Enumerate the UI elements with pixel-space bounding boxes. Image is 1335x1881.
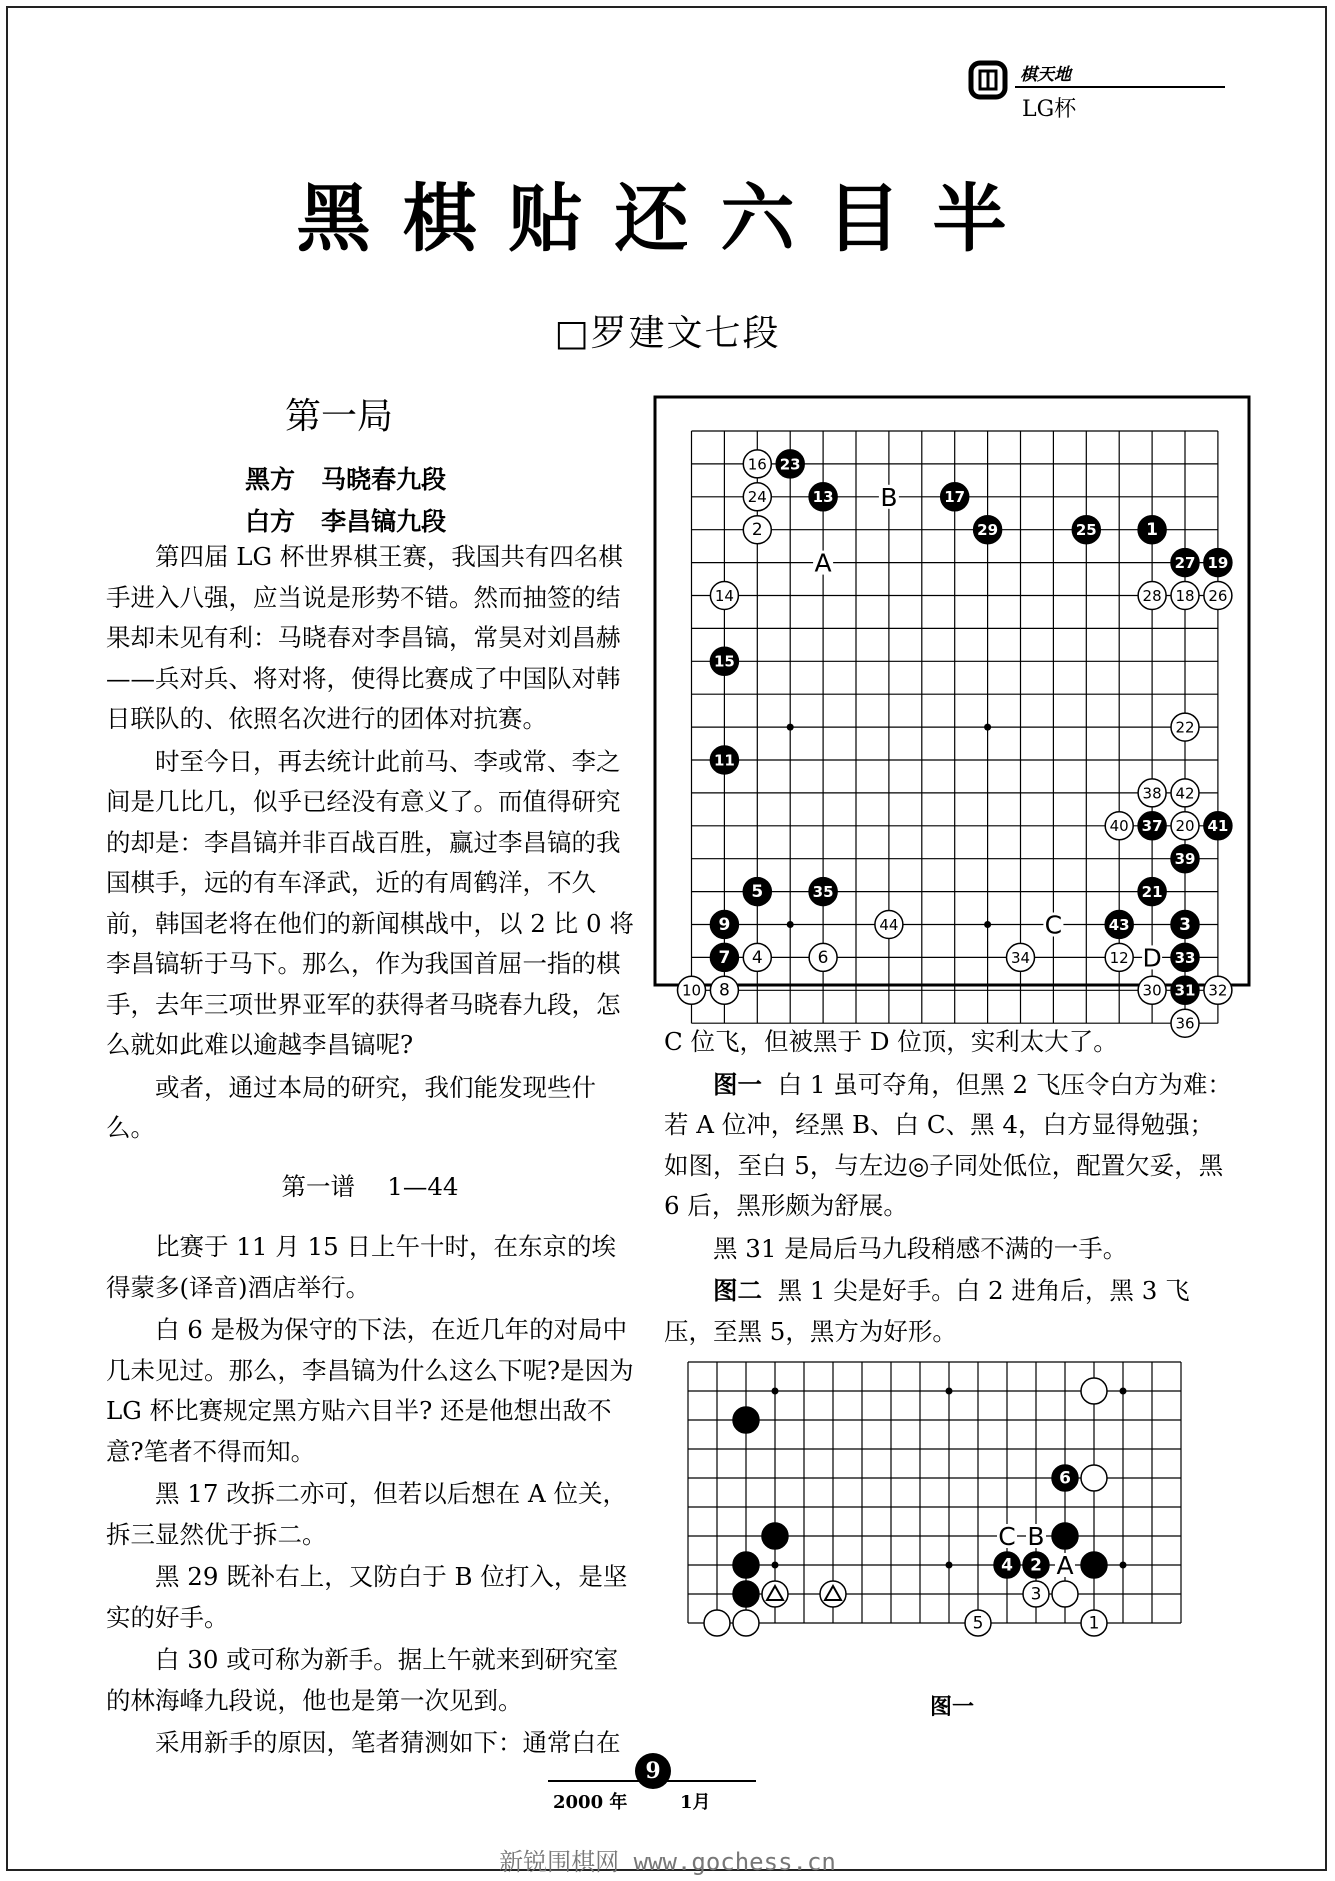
black-stone: [1052, 1523, 1078, 1549]
figure-caption: 图一: [930, 1694, 975, 1720]
move-number: 43: [1108, 915, 1130, 934]
paragraph: C 位飞，但被黑于 D 位顶，实利太大了。: [664, 1027, 1118, 1056]
move-number: 13: [812, 488, 834, 507]
paragraph: 采用新手的原因，笔者猜测如下：通常白在: [155, 1728, 621, 1757]
record-heading: 第一谱 1—44: [281, 1171, 459, 1201]
footer-month: 1月: [680, 1792, 711, 1813]
figure-text: 黑 1 尖是好手。白 2 进角后，黑 3 飞压，至黑 5，黑方为好形。: [664, 1276, 1190, 1346]
move-number: 3: [1179, 914, 1191, 935]
move-number: 24: [747, 488, 767, 507]
board-letter: A: [814, 548, 832, 578]
move-number: 21: [1141, 883, 1163, 901]
star-point: [984, 921, 991, 928]
move-number: 5: [751, 882, 764, 902]
move-number: 8: [718, 980, 730, 1001]
board-letter: B: [1027, 1522, 1045, 1551]
move-number: 19: [1207, 554, 1229, 572]
paragraph: 黑 17 改拆二亦可，但若以后想在 A 位关，拆三显然优于拆二。: [106, 1479, 628, 1549]
paragraph: 或者，通过本局的研究，我们能发现些什么。: [106, 1072, 596, 1142]
white-label: 白方: [245, 507, 296, 536]
white-stone: [704, 1610, 730, 1636]
magazine-name: 棋天地: [1020, 65, 1071, 85]
paragraph: 比赛于 11 月 15 日上午十时，在东京的埃得蒙多(译音)酒店举行。: [106, 1232, 617, 1302]
move-number: 4: [751, 947, 763, 968]
move-number: 37: [1141, 817, 1163, 836]
move-number: 14: [714, 586, 734, 605]
white-stone: [1081, 1465, 1107, 1491]
paragraph: 时至今日，再去统计此前马、李或常、李之间是几比几，似乎已经没有意义了。而值得研究的却是：李昌镐并非百战百胜，赢过李昌镐的我国棋手，远的有车泽武，近的有周鹤洋，不久前，韩国老将在他们的新闻棋战中，以 2 比 0 将李昌镐斩于马下。那么，作为我国首屈一指的棋手，去年三项世界亚军的获得者马晓春九段，怎么就如此难以逾越李昌镐呢?: [106, 746, 634, 1059]
star-point: [772, 1388, 779, 1395]
move-number: 32: [1208, 981, 1228, 1000]
black-stone: [733, 1552, 759, 1578]
game-heading: 第一局: [285, 396, 394, 437]
move-number: 40: [1109, 817, 1129, 836]
move-number: 20: [1175, 817, 1195, 836]
move-number: 41: [1207, 817, 1229, 836]
header-rule: [1015, 86, 1225, 88]
move-number: 16: [747, 455, 767, 474]
white-stone: [1081, 1378, 1107, 1404]
move-number: 36: [1175, 1014, 1195, 1033]
paragraph: 白 6 是极为保守的下法，在近几年的对局中几未见过。那么，李昌镐为什么这么下呢?是因为 LG 杯比赛规定黑方贴六目半? 还是他想出敌不意?笔者不得而知。: [106, 1315, 634, 1466]
magazine-logo-icon: [968, 60, 1008, 100]
board-letter: C: [1044, 910, 1063, 940]
move-number: 35: [812, 883, 834, 901]
paragraph: [664, 1271, 1232, 1352]
section-name: LG杯: [1022, 97, 1077, 122]
left-column: [106, 537, 634, 1766]
star-point: [1120, 1562, 1127, 1569]
move-number: 22: [1175, 718, 1195, 737]
watermark: 新锐围棋网 www.gochess.cn: [499, 1848, 836, 1876]
paragraph: 黑 31 是局后马九段稍感不满的一手。: [713, 1233, 1128, 1263]
white-stone: [733, 1610, 759, 1636]
move-number: 5: [972, 1613, 984, 1634]
move-number: 33: [1174, 948, 1196, 967]
black-stone: [762, 1523, 788, 1549]
move-number: 4: [1001, 1555, 1013, 1576]
figure-ref: 图二: [713, 1276, 762, 1305]
move-number: 29: [977, 521, 999, 540]
move-number: 12: [1109, 948, 1129, 967]
star-point: [772, 1562, 779, 1569]
star-point: [946, 1388, 953, 1395]
figure-ref: 图一: [713, 1069, 762, 1099]
black-stone: [733, 1407, 759, 1433]
star-point: [787, 724, 794, 731]
paragraph: 白 30 或可称为新手。据上午就来到研究室的林海峰九段说，他也是第一次见到。: [106, 1645, 619, 1715]
move-number: 10: [681, 981, 702, 1000]
move-number: 6: [817, 947, 829, 968]
white-player: [245, 502, 446, 538]
move-number: 18: [1175, 586, 1195, 605]
move-number: 1: [1146, 520, 1159, 541]
move-number: 25: [1075, 521, 1097, 540]
star-point: [984, 724, 991, 731]
black-stone: [1081, 1552, 1107, 1578]
black-label: 黑方: [245, 465, 296, 494]
white-stone: [1052, 1581, 1078, 1607]
black-name: 马晓春九段: [321, 465, 447, 494]
move-number: 30: [1142, 981, 1162, 1000]
move-number: 11: [713, 751, 735, 770]
move-number: 39: [1174, 850, 1196, 869]
board-letter: B: [880, 482, 898, 512]
go-board-figure-1: [680, 1352, 1220, 1652]
star-point: [787, 921, 794, 928]
board-letter: C: [998, 1522, 1016, 1551]
move-number: 3: [1030, 1584, 1042, 1605]
star-point: [946, 1562, 953, 1569]
black-stone: [733, 1581, 759, 1607]
move-number: 27: [1174, 554, 1196, 572]
go-board-record-1-44: [654, 396, 1250, 1033]
board-letter: A: [1056, 1551, 1074, 1580]
move-number: 9: [718, 914, 731, 935]
article-author: □罗建文七段: [554, 313, 781, 354]
move-number: 17: [944, 488, 966, 507]
footer-year: 2000 年: [553, 1792, 628, 1813]
move-number: 1: [1088, 1613, 1100, 1634]
move-number: 15: [713, 652, 735, 671]
move-number: 26: [1208, 586, 1228, 605]
white-name: 李昌镐九段: [321, 507, 447, 536]
board-letter: D: [1142, 943, 1162, 973]
article-title: 黑棋贴还六目半: [296, 176, 1039, 262]
move-number: 31: [1174, 981, 1196, 1000]
move-number: 34: [1010, 948, 1031, 967]
move-number: 38: [1142, 784, 1162, 803]
move-number: 2: [751, 520, 763, 541]
move-number: 7: [718, 947, 731, 968]
move-number: 6: [1059, 1468, 1071, 1489]
black-player: [245, 460, 446, 496]
paragraph: 黑 29 既补右上，又防白于 B 位打入，是坚实的好手。: [106, 1562, 628, 1632]
paragraph: [664, 1065, 1232, 1227]
move-number: 2: [1030, 1555, 1042, 1576]
star-point: [1120, 1388, 1127, 1395]
page-number: 9: [635, 1753, 671, 1789]
move-number: 44: [879, 915, 899, 934]
right-column: [664, 1022, 1232, 1354]
paragraph: 第四届 LG 杯世界棋王赛，我国共有四名棋手进入八强，应当说是形势不错。然而抽签的结果却未见有利：马晓春对李昌镐，常昊对刘昌赫——兵对兵、将对将，使得比赛成了中国队对韩日联队的、依照名次进行的团体对抗赛。: [106, 542, 623, 733]
move-number: 42: [1175, 784, 1195, 803]
move-number: 23: [779, 455, 801, 474]
move-number: 28: [1142, 586, 1162, 605]
figure-text: 白 1 虽可夺角，但黑 2 飞压令白方为难：若 A 位冲，经黑 B、白 C、黑 4，白方显得勉强；如图，至白 5，与左边◎子同处低位，配置欠妥，黑 6 后，黑形颇为舒展。: [664, 1069, 1232, 1220]
